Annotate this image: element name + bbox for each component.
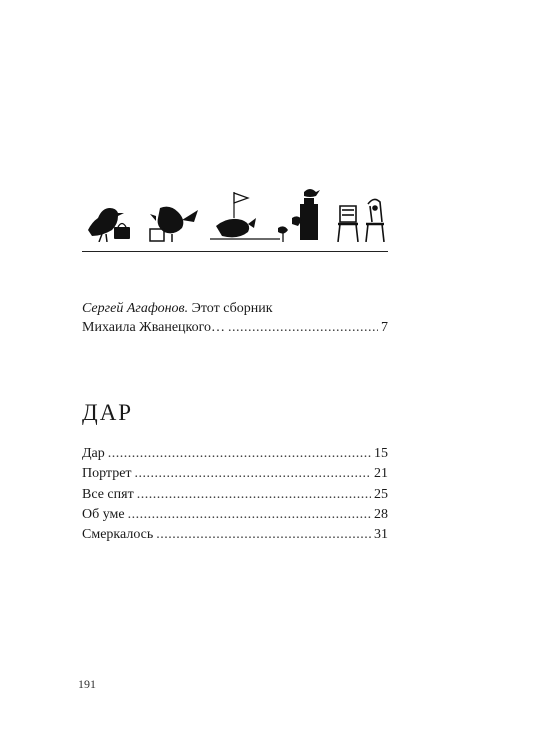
preface-title-line2: Михаила Жванецкого… bbox=[82, 320, 226, 335]
toc-entry-page: 31 bbox=[374, 527, 388, 543]
toc-entry[interactable] bbox=[82, 444, 388, 464]
toc-entry-page: 21 bbox=[374, 466, 388, 482]
toc-entry[interactable] bbox=[82, 485, 388, 505]
page-number: 191 bbox=[78, 677, 96, 691]
preface-page: 7 bbox=[381, 320, 388, 335]
toc-entry-page: 25 bbox=[374, 486, 388, 502]
leader-dots bbox=[128, 505, 371, 525]
preface-title-line1: Этот сборник bbox=[191, 301, 273, 316]
leader-dots bbox=[137, 485, 371, 505]
leader-dots bbox=[135, 464, 371, 484]
separator-rule bbox=[82, 251, 388, 252]
toc-entry[interactable] bbox=[82, 505, 388, 525]
toc-entry-title: Об уме bbox=[82, 506, 125, 522]
chairs-icon bbox=[338, 199, 384, 242]
preface-entry[interactable] bbox=[82, 299, 388, 337]
toc-entry[interactable] bbox=[82, 464, 388, 484]
toc-entry-title: Портрет bbox=[82, 466, 132, 482]
handbag-icon bbox=[114, 224, 130, 240]
tower-with-bird-icon bbox=[278, 189, 320, 242]
toc-entry-title: Дар bbox=[82, 446, 105, 461]
bird-with-box-icon bbox=[150, 207, 198, 242]
preface-author: Сергей Агафонов. bbox=[82, 301, 189, 316]
toc-entry[interactable] bbox=[82, 525, 388, 545]
leader-dots bbox=[108, 444, 371, 464]
section-title: ДАР bbox=[82, 400, 134, 425]
decorative-illustration bbox=[82, 186, 388, 242]
leader-dots bbox=[228, 318, 378, 337]
bird-with-flag-icon bbox=[210, 192, 280, 239]
leader-dots bbox=[156, 525, 371, 545]
toc-entry-page: 28 bbox=[374, 506, 388, 522]
toc-list bbox=[82, 444, 388, 545]
toc-entry-title: Смеркалось bbox=[82, 527, 154, 543]
toc-entry-page: 15 bbox=[374, 446, 388, 461]
toc-entry-title: Все спят bbox=[82, 486, 134, 502]
